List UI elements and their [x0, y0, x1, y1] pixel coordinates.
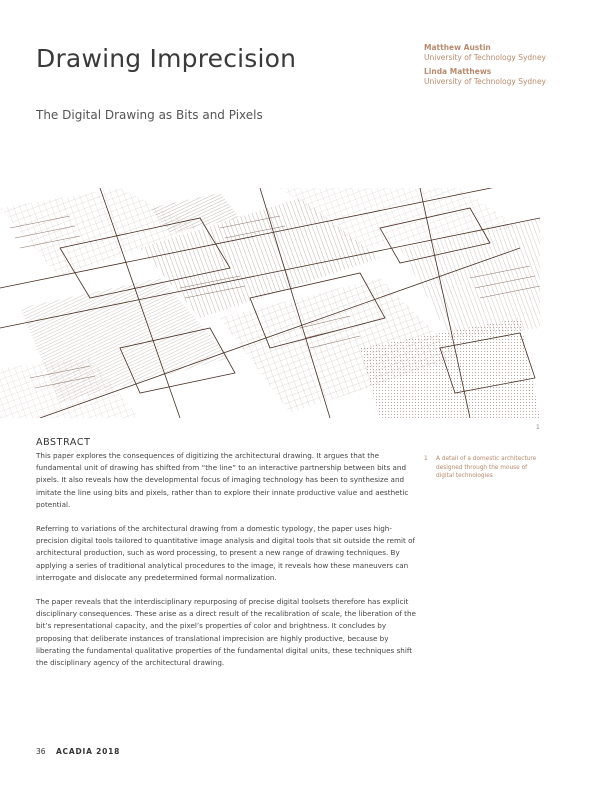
- author-name: Matthew Austin: [424, 43, 491, 52]
- author-1: [424, 43, 594, 63]
- caption-text: A detail of a domestic architecture designed through the mouse of digital technologies: [436, 456, 537, 479]
- abstract-body: [36, 450, 416, 681]
- page-number: 36: [36, 747, 46, 756]
- abstract-paragraph: The paper reveals that the interdisciplinary repurposing of precise digital toolsets therefore has explicit disciplinary consequences. These arise as a direct result of the recalibration of scale, the liberation of the bit’s representational capacity, and the pixel’s properties of color and brightness. It concludes by proposing that deliberate instances of translational imprecision are highly productive, because by liberating the fundamental qualitative properties of the fundamental digital units, these techniques shift the disciplinary agency of the architectural drawing.: [36, 597, 416, 668]
- abstract-heading: ABSTRACT: [36, 437, 91, 448]
- author-2: [424, 67, 594, 87]
- author-block: [424, 43, 594, 91]
- author-affiliation: University of Technology Sydney: [424, 77, 546, 86]
- figure-drawing: [0, 188, 540, 418]
- author-name: Linda Matthews: [424, 67, 492, 76]
- page-footer: [36, 747, 120, 756]
- author-affiliation: University of Technology Sydney: [424, 53, 546, 62]
- abstract-paragraph: Referring to variations of the architectural drawing from a domestic typology, the paper uses high-precision digital tools tailored to quantitative image analysis and digital tools that sit outside the remit of architectural production, such as word processing, to present a new range of drawing techniques. By applying a series of traditional analytical procedures to the image, it reveals how these maneuvers can interrogate and dislocate any predetermined formal normalization.: [36, 524, 416, 582]
- figure-caption: [424, 455, 542, 481]
- paper-title: Drawing Imprecision: [36, 44, 297, 73]
- caption-number: 1: [424, 456, 428, 462]
- paper-subtitle: The Digital Drawing as Bits and Pixels: [36, 108, 263, 122]
- conference-name: ACADIA 2018: [55, 747, 121, 756]
- abstract-paragraph: This paper explores the consequences of digitizing the architectural drawing. It argues that the fundamental unit of drawing has shifted from “the line” to an interactive partnership between bits and pixels. It also reveals how the developmental focus of imaging technology has been to synthesize and imitate the line using bits and pixels, rather than to explore their innate productive value and aesthetic potential.: [36, 451, 409, 509]
- figure-number: 1: [536, 424, 540, 431]
- architectural-line-drawing: [0, 188, 540, 418]
- drawing-fields: [0, 188, 540, 418]
